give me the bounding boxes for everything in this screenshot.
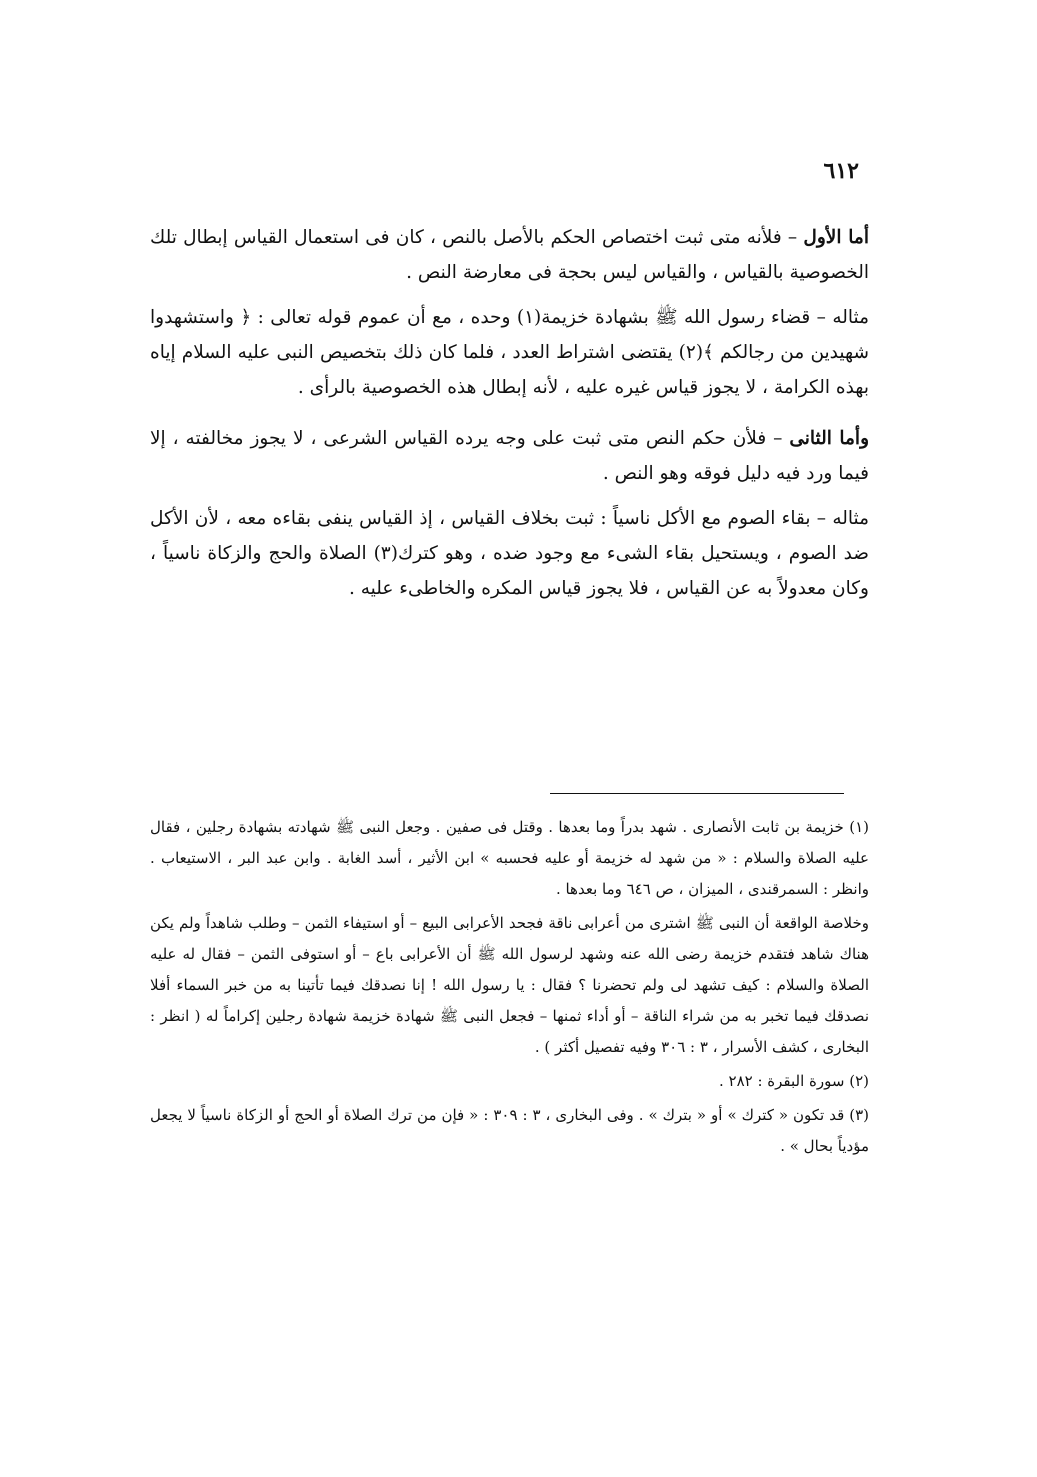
footnotes <box>150 812 869 1165</box>
page-number: ٦١٢ <box>823 158 859 184</box>
paragraph-example-fasting: مثاله – بقاء الصوم مع الأكل ناسياً : ثبت بخلاف القياس ، إذ القياس ينفى بقاءه معه ، لأن الأكل ضد الصوم ، ويستحيل بقاء الشىء مع وجود ضده ، وهو كترك(٣) الصلاة والحج والزكاة ناسياً ، وكان معدولاً به عن القياس ، فلا يجوز قياس المكره والخاطىء عليه . <box>150 508 869 599</box>
paragraph-second-reason <box>150 421 869 491</box>
footnote-2: (٢) سورة البقرة : ٢٨٢ . <box>718 1072 869 1090</box>
footnote-1: (١) خزيمة بن ثابت الأنصارى . شهد بدراً وما بعدها . وقتل فى صفين . وجعل النبى ﷺ شهادته بشهادة رجلين ، فقال عليه الصلاة والسلام : « من شهد له خزيمة أو عليه فحسبه » ابن الأثير ، أسد الغابة . وابن عبد البر ، الاستيعاب . وانظر : السمرقندى ، الميزان ، ص ٦٤٦ وما بعدها . <box>150 818 869 898</box>
main-text <box>150 220 869 616</box>
paragraph-text: – فلأنه متى ثبت اختصاص الحكم بالأصل بالنص ، كان فى استعمال القياس إبطال تلك الخصوصية بالقياس ، والقياس ليس بحجة فى معارضة النص . <box>150 227 869 283</box>
paragraph-text: – فلأن حكم النص متى ثبت على وجه يرده القياس الشرعى ، لا يجوز مخالفته ، إلا فيما ورد فيه دليل فوقه وهو النص . <box>150 428 869 484</box>
paragraph-lead: أما الأول <box>803 227 869 248</box>
paragraph-example-khuzayma: مثاله – قضاء رسول الله ﷺ بشهادة خزيمة(١) وحده ، مع أن عموم قوله تعالى : ﴿ واستشهدوا شهيدين من رجالكم ﴾(٢) يقتضى اشتراط العدد ، فلما كان ذلك بتخصيص النبى عليه السلام إياه بهذه الكرامة ، لا يجوز قياس غيره عليه ، لأنه إبطال هذه الخصوصية بالرأى . <box>150 307 869 398</box>
footnote-3: (٣) قد تكون « كترك » أو « بترك » . وفى البخارى ، ٣ : ٣٠٩ : « فإن من ترك الصلاة أو الحج أو الزكاة ناسياً لا يجعل مؤدياً بحال » . <box>150 1106 869 1155</box>
paragraph-first-reason <box>150 220 869 290</box>
footnote-1-continued: وخلاصة الواقعة أن النبى ﷺ اشترى من أعرابى ناقة فجحد الأعرابى البيع – أو استيفاء الثمن – وطلب شاهداً ولم يكن هناك شاهد فتقدم خزيمة رضى الله عنه وشهد لرسول الله ﷺ أن الأعرابى باع – أو استوفى الثمن – فقال له عليه الصلاة والسلام : كيف تشهد لى ولم تحضرنا ؟ فقال : يا رسول الله ! إنا نصدقك فيما تأتينا به من خبر السماء أفلا نصدقك فيما تخبر به من شراء الناقة – أو أداء ثمنها – فجعل النبى ﷺ شهادة خزيمة شهادة رجلين إكراماً له ( انظر : البخارى ، كشف الأسرار ، ٣ : ٣٠٦ وفيه تفصيل أكثر ) . <box>150 914 869 1056</box>
footnote-divider <box>550 793 844 794</box>
paragraph-lead: وأما الثانى <box>789 428 869 449</box>
